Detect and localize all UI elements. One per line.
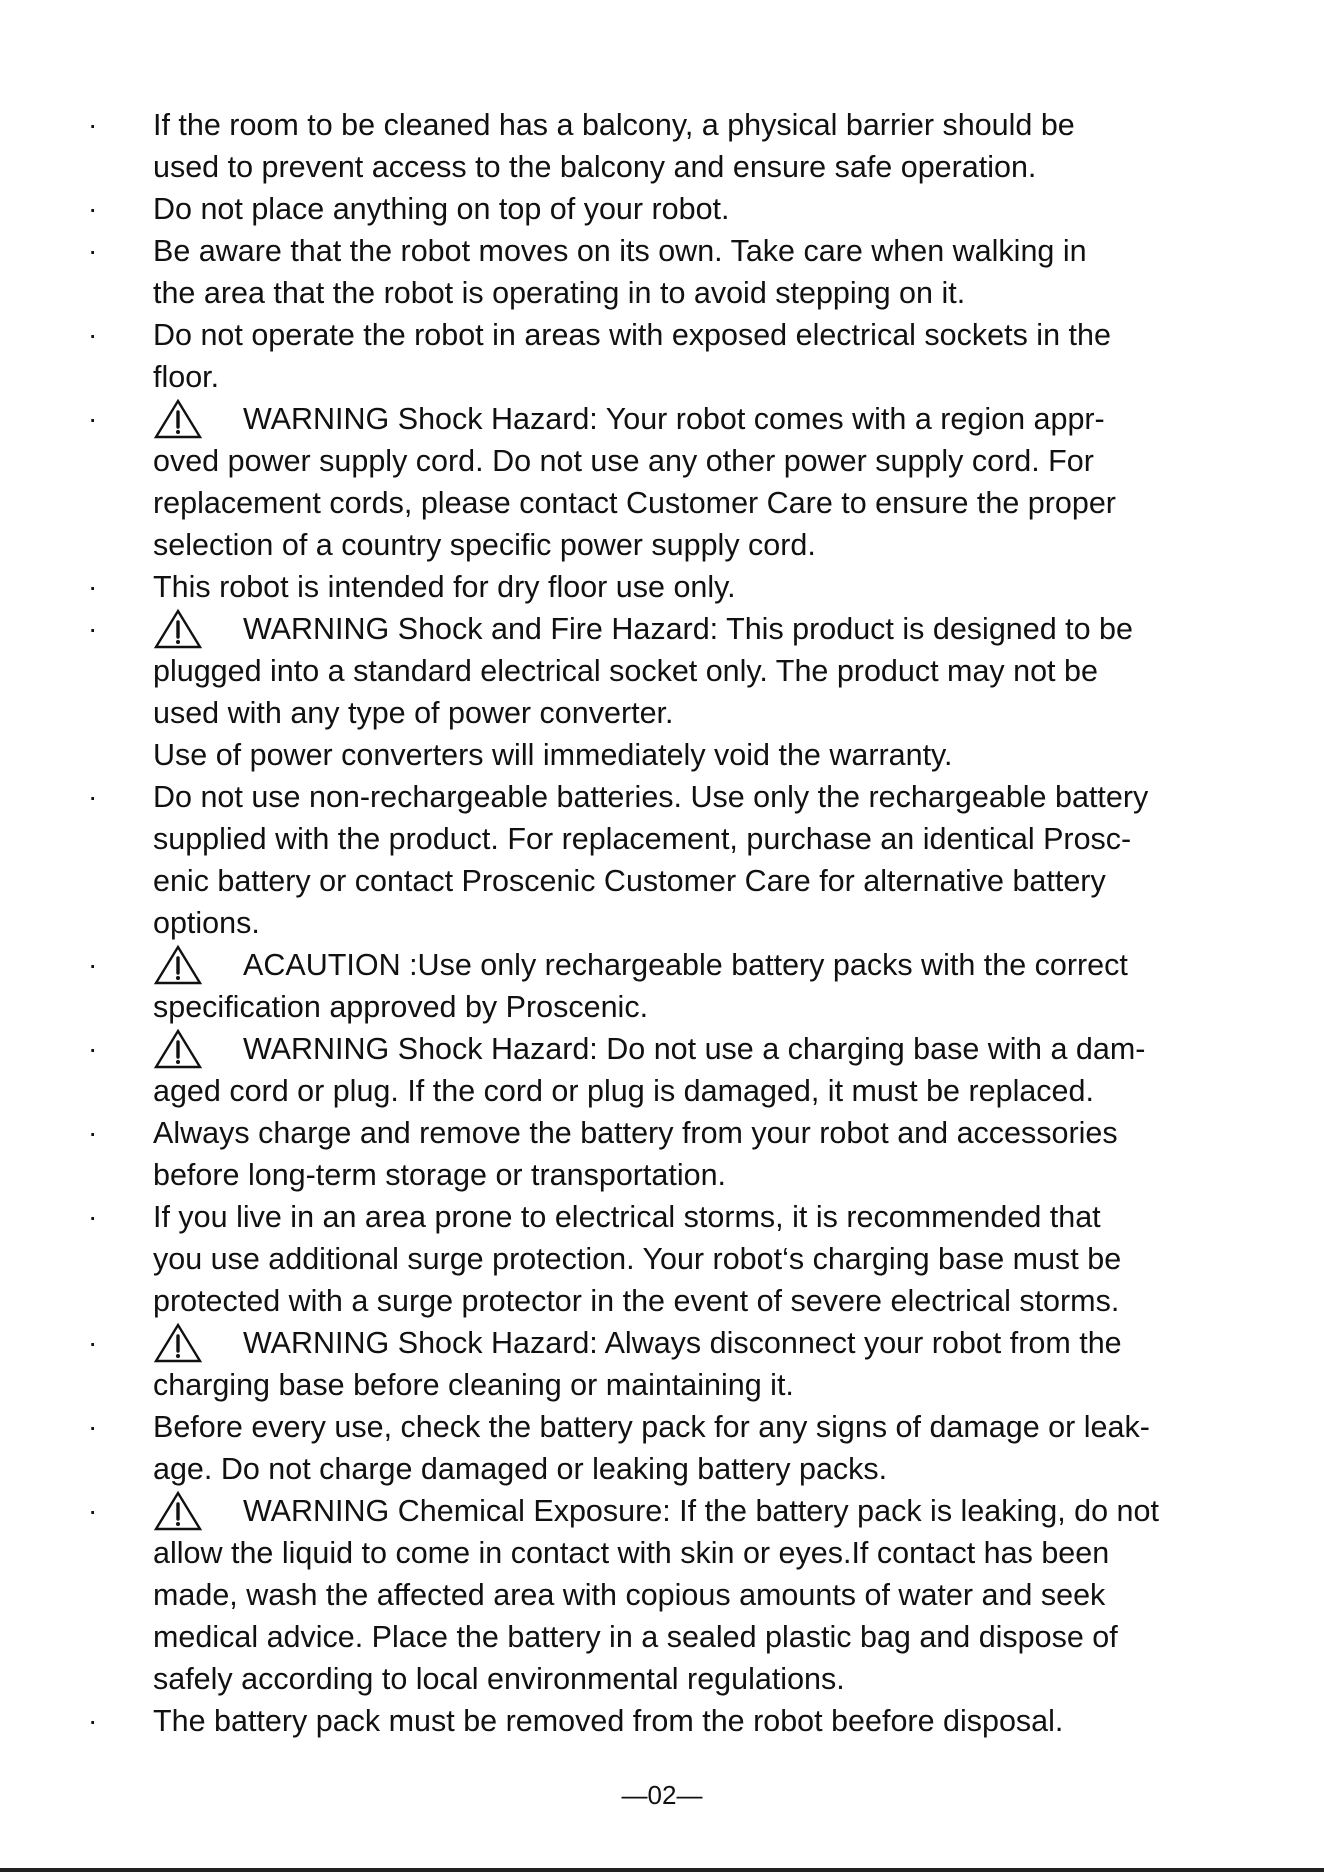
instruction-line [153,986,1264,1028]
instruction-text: WARNING Shock and Fire Hazard: This product is designed to be [243,612,1133,646]
bullet-marker: · [88,193,98,224]
instruction-line [153,1658,1264,1700]
instruction-text: plugged into a standard electrical socket only. The product may not be [153,654,1098,688]
instruction-line [153,188,1264,230]
instruction-text: oved power supply cord. Do not use any other power supply cord. For [153,444,1094,478]
safety-instructions-list [0,104,1324,1742]
instruction-line [153,944,1264,986]
safety-instruction-item [0,314,1324,398]
instruction-text: made, wash the affected area with copious amounts of water and seek [153,1578,1106,1612]
instruction-text: selection of a country specific power supply cord. [153,528,816,562]
instruction-line [153,1616,1264,1658]
instruction-text: you use additional surge protection. Your robot‘s charging base must be [153,1242,1122,1276]
instruction-line [153,1238,1264,1280]
instruction-text: Use of power converters will immediately void the warranty. [153,738,953,772]
safety-instruction-item [0,1700,1324,1742]
bullet-marker: · [88,1411,98,1442]
instruction-line [153,482,1264,524]
instruction-text: WARNING Shock Hazard: Your robot comes with a region appr- [243,402,1105,436]
instruction-text: WARNING Shock Hazard: Do not use a charging base with a dam- [243,1032,1146,1066]
instruction-text: If you live in an area prone to electrical storms, it is recommended that [153,1200,1101,1234]
warning-triangle-icon [153,1028,203,1070]
instruction-text: If the room to be cleaned has a balcony, a physical barrier should be [153,108,1075,142]
safety-instruction-item [0,776,1324,944]
instruction-text: specification approved by Proscenic. [153,990,649,1024]
bullet-marker: · [88,1327,98,1358]
instruction-line [153,104,1264,146]
instruction-line [153,314,1264,356]
instruction-text: floor. [153,360,220,394]
instruction-line [153,818,1264,860]
safety-instruction-item [0,1028,1324,1112]
instruction-text: Do not use non-rechargeable batteries. Use only the rechargeable battery [153,780,1149,814]
warning-triangle-icon [153,1322,203,1364]
instruction-text: aged cord or plug. If the cord or plug is damaged, it must be replaced. [153,1074,1094,1108]
instruction-line [153,230,1264,272]
instruction-text: Do not place anything on top of your robot. [153,192,730,226]
bullet-marker: · [88,319,98,350]
safety-instruction-item [0,944,1324,1028]
instruction-line [153,608,1264,650]
instruction-text: Do not operate the robot in areas with exposed electrical sockets in the [153,318,1111,352]
instruction-text: age. Do not charge damaged or leaking battery packs. [153,1452,888,1486]
instruction-line [153,1574,1264,1616]
safety-instruction-item [0,398,1324,566]
safety-instruction-item [0,608,1324,776]
bullet-marker: · [88,613,98,644]
bullet-marker: · [88,109,98,140]
safety-instruction-item [0,1112,1324,1196]
bullet-marker: · [88,235,98,266]
instruction-text: Always charge and remove the battery from your robot and accessories [153,1116,1118,1150]
instruction-text: Before every use, check the battery pack for any signs of damage or leak- [153,1410,1150,1444]
instruction-line [153,1028,1264,1070]
instruction-text: options. [153,906,260,940]
instruction-line [153,398,1264,440]
instruction-text: before long-term storage or transportation. [153,1158,727,1192]
instruction-text: supplied with the product. For replacement, purchase an identical Prosc- [153,822,1132,856]
bullet-marker: · [88,1495,98,1526]
instruction-text: safely according to local environmental regulations. [153,1662,845,1696]
instruction-text: The battery pack must be removed from the robot beefore disposal. [153,1704,1064,1738]
bullet-marker: · [88,1705,98,1736]
instruction-line [153,524,1264,566]
instruction-line [153,146,1264,188]
instruction-text: used with any type of power converter. [153,696,674,730]
safety-instruction-item [0,1322,1324,1406]
bullet-marker: · [88,781,98,812]
instruction-line [153,650,1264,692]
instruction-line [153,1280,1264,1322]
instruction-line [153,440,1264,482]
safety-instruction-item [0,566,1324,608]
safety-instruction-item [0,230,1324,314]
instruction-text: ACAUTION :Use only rechargeable battery packs with the correct [243,948,1128,982]
safety-instruction-item [0,1406,1324,1490]
safety-instruction-item [0,104,1324,188]
instruction-line [153,1196,1264,1238]
instruction-line [153,1532,1264,1574]
instruction-line [153,1490,1264,1532]
bottom-rule [0,1868,1324,1872]
instruction-text: protected with a surge protector in the event of severe electrical storms. [153,1284,1120,1318]
warning-triangle-icon [153,944,203,986]
safety-instruction-item [0,188,1324,230]
instruction-line [153,692,1264,734]
instruction-text: enic battery or contact Proscenic Customer Care for alternative battery [153,864,1106,898]
instruction-line [153,1112,1264,1154]
instruction-line [153,1448,1264,1490]
instruction-text: used to prevent access to the balcony and ensure safe operation. [153,150,1037,184]
bullet-marker: · [88,1117,98,1148]
instruction-line [153,860,1264,902]
instruction-text: the area that the robot is operating in to avoid stepping on it. [153,276,966,310]
instruction-line [153,1364,1264,1406]
safety-instruction-item [0,1196,1324,1322]
instruction-line [153,356,1264,398]
instruction-line [153,1154,1264,1196]
bullet-marker: · [88,1033,98,1064]
instruction-line [153,1322,1264,1364]
instruction-text: charging base before cleaning or maintaining it. [153,1368,794,1402]
safety-instruction-item [0,1490,1324,1700]
instruction-line [153,1700,1264,1742]
instruction-text: WARNING Chemical Exposure: If the battery pack is leaking, do not [243,1494,1159,1528]
bullet-marker: · [88,949,98,980]
instruction-text: medical advice. Place the battery in a sealed plastic bag and dispose of [153,1620,1118,1654]
instruction-line [153,902,1264,944]
instruction-line [153,566,1264,608]
instruction-line [153,272,1264,314]
instruction-text: Be aware that the robot moves on its own. Take care when walking in [153,234,1087,268]
instruction-line [153,776,1264,818]
warning-triangle-icon [153,398,203,440]
instruction-text: This robot is intended for dry floor use only. [153,570,736,604]
bullet-marker: · [88,1201,98,1232]
instruction-line [153,734,1264,776]
warning-triangle-icon [153,1490,203,1532]
instruction-text: WARNING Shock Hazard: Always disconnect your robot from the [243,1326,1122,1360]
bullet-marker: · [88,403,98,434]
warning-triangle-icon [153,608,203,650]
instruction-line [153,1406,1264,1448]
instruction-text: allow the liquid to come in contact with skin or eyes.If contact has been [153,1536,1110,1570]
bullet-marker: · [88,571,98,602]
instruction-line [153,1070,1264,1112]
instruction-text: replacement cords, please contact Customer Care to ensure the proper [153,486,1116,520]
page-number: —02— [621,1780,703,1810]
